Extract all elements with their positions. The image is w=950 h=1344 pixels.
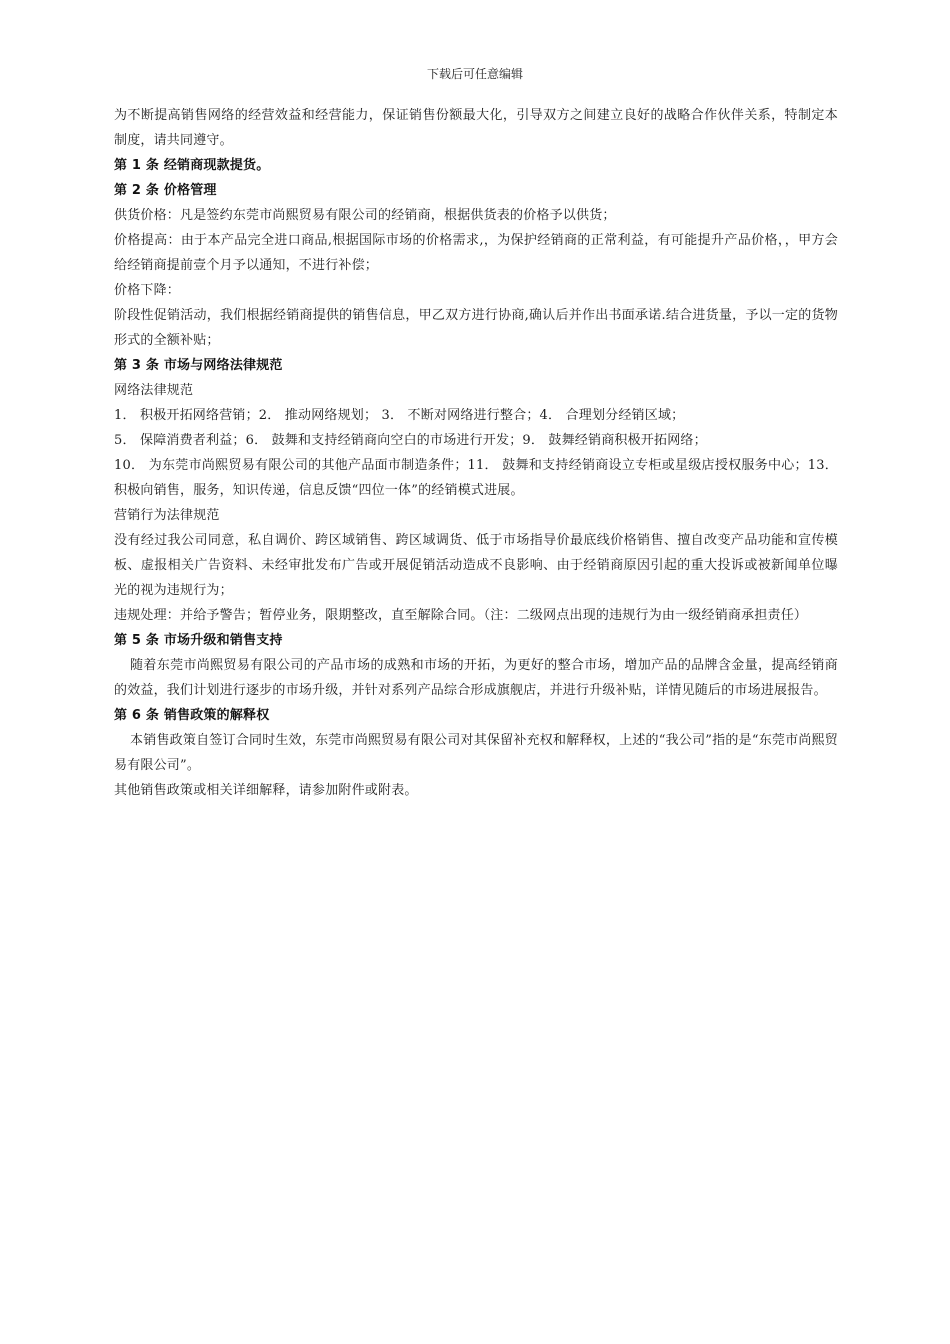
network-items-line-1: 1． 积极开拓网络营销；2． 推动网络规划； 3． 不断对网络进行整合；4． 合理划分经销区域； <box>114 408 685 423</box>
network-rules-label: 网络法律规范 <box>114 383 194 398</box>
article-5-paragraph: 随着东莞市尚熙贸易有限公司的产品市场的成熟和市场的开拓，为更好的整合市场，增加产品的品牌含金量，提高经销商的效益，我们计划进行逐步的市场升级，并针对系列产品综合形成旗舰店，并进行升级补贴，详情见随后的市场进展报告。 <box>114 658 838 698</box>
article-6-paragraph: 本销售政策自签订合同时生效，东莞市尚熙贸易有限公司对其保留补充权和解释权，上述的“我公司”指的是“东莞市尚熙贸易有限公司”。 <box>114 733 838 773</box>
article-1-heading: 第 1 条 经销商现款提货。 <box>114 158 270 173</box>
network-items-line-3: 10． 为东莞市尚熙贸易有限公司的其他产品面市制造条件；11． 鼓舞和支持经销商设立专柜或星级店授权服务中心；13． 积极向销售，服务，知识传递，信息反馈“四位一体”的经销模式进展。 <box>114 458 838 498</box>
article-3-heading: 第 3 条 市场与网络法律规范 <box>114 358 283 373</box>
marketing-rules-label: 营销行为法律规范 <box>114 508 220 523</box>
supply-price-paragraph: 供货价格：凡是签约东莞市尚熙贸易有限公司的经销商，根据供货表的价格予以供货； <box>114 208 616 223</box>
intro-paragraph: 为不断提高销售网络的经营效益和经营能力，保证销售份额最大化，引导双方之间建立良好的战略合作伙伴关系，特制定本制度，请共同遵守。 <box>114 108 838 148</box>
article-5-heading: 第 5 条 市场升级和销售支持 <box>114 633 283 648</box>
document-body <box>114 103 838 803</box>
page-header: 下载后可任意编辑 <box>426 67 523 81</box>
article-6-heading: 第 6 条 销售政策的解释权 <box>114 708 270 723</box>
network-items-line-2: 5． 保障消费者利益；6． 鼓舞和支持经销商向空白的市场进行开发；9． 鼓舞经销商积极开拓网络； <box>114 433 707 448</box>
price-increase-paragraph: 价格提高：由于本产品完全进口商品,根据国际市场的价格需求,，为保护经销商的正常利益，有可能提升产品价格，，甲方会给经销商提前壹个月予以通知，不进行补偿； <box>114 233 838 273</box>
violation-paragraph: 违规处理：并给予警告；暂停业务，限期整改，直至解除合同。（注：二级网点出现的违规行为由一级经销商承担责任） <box>114 608 808 623</box>
price-decrease-paragraph: 阶段性促销活动，我们根据经销商提供的销售信息，甲乙双方进行协商,确认后并作出书面承诺.结合进货量，予以一定的货物形式的全额补贴； <box>114 308 838 348</box>
marketing-rules-paragraph: 没有经过我公司同意，私自调价、跨区域销售、跨区域调货、低于市场指导价最底线价格销售、擅自改变产品功能和宣传模板、虚报相关广告资料、未经审批发布广告或开展促销活动造成不良影响、由于经销商原因引起的重大投诉或被新闻单位曝光的视为违规行为； <box>114 533 838 598</box>
price-decrease-label: 价格下降： <box>114 283 181 298</box>
closing-paragraph: 其他销售政策或相关详细解释，请参加附件或附表。 <box>114 783 418 798</box>
article-2-heading: 第 2 条 价格管理 <box>114 183 217 198</box>
